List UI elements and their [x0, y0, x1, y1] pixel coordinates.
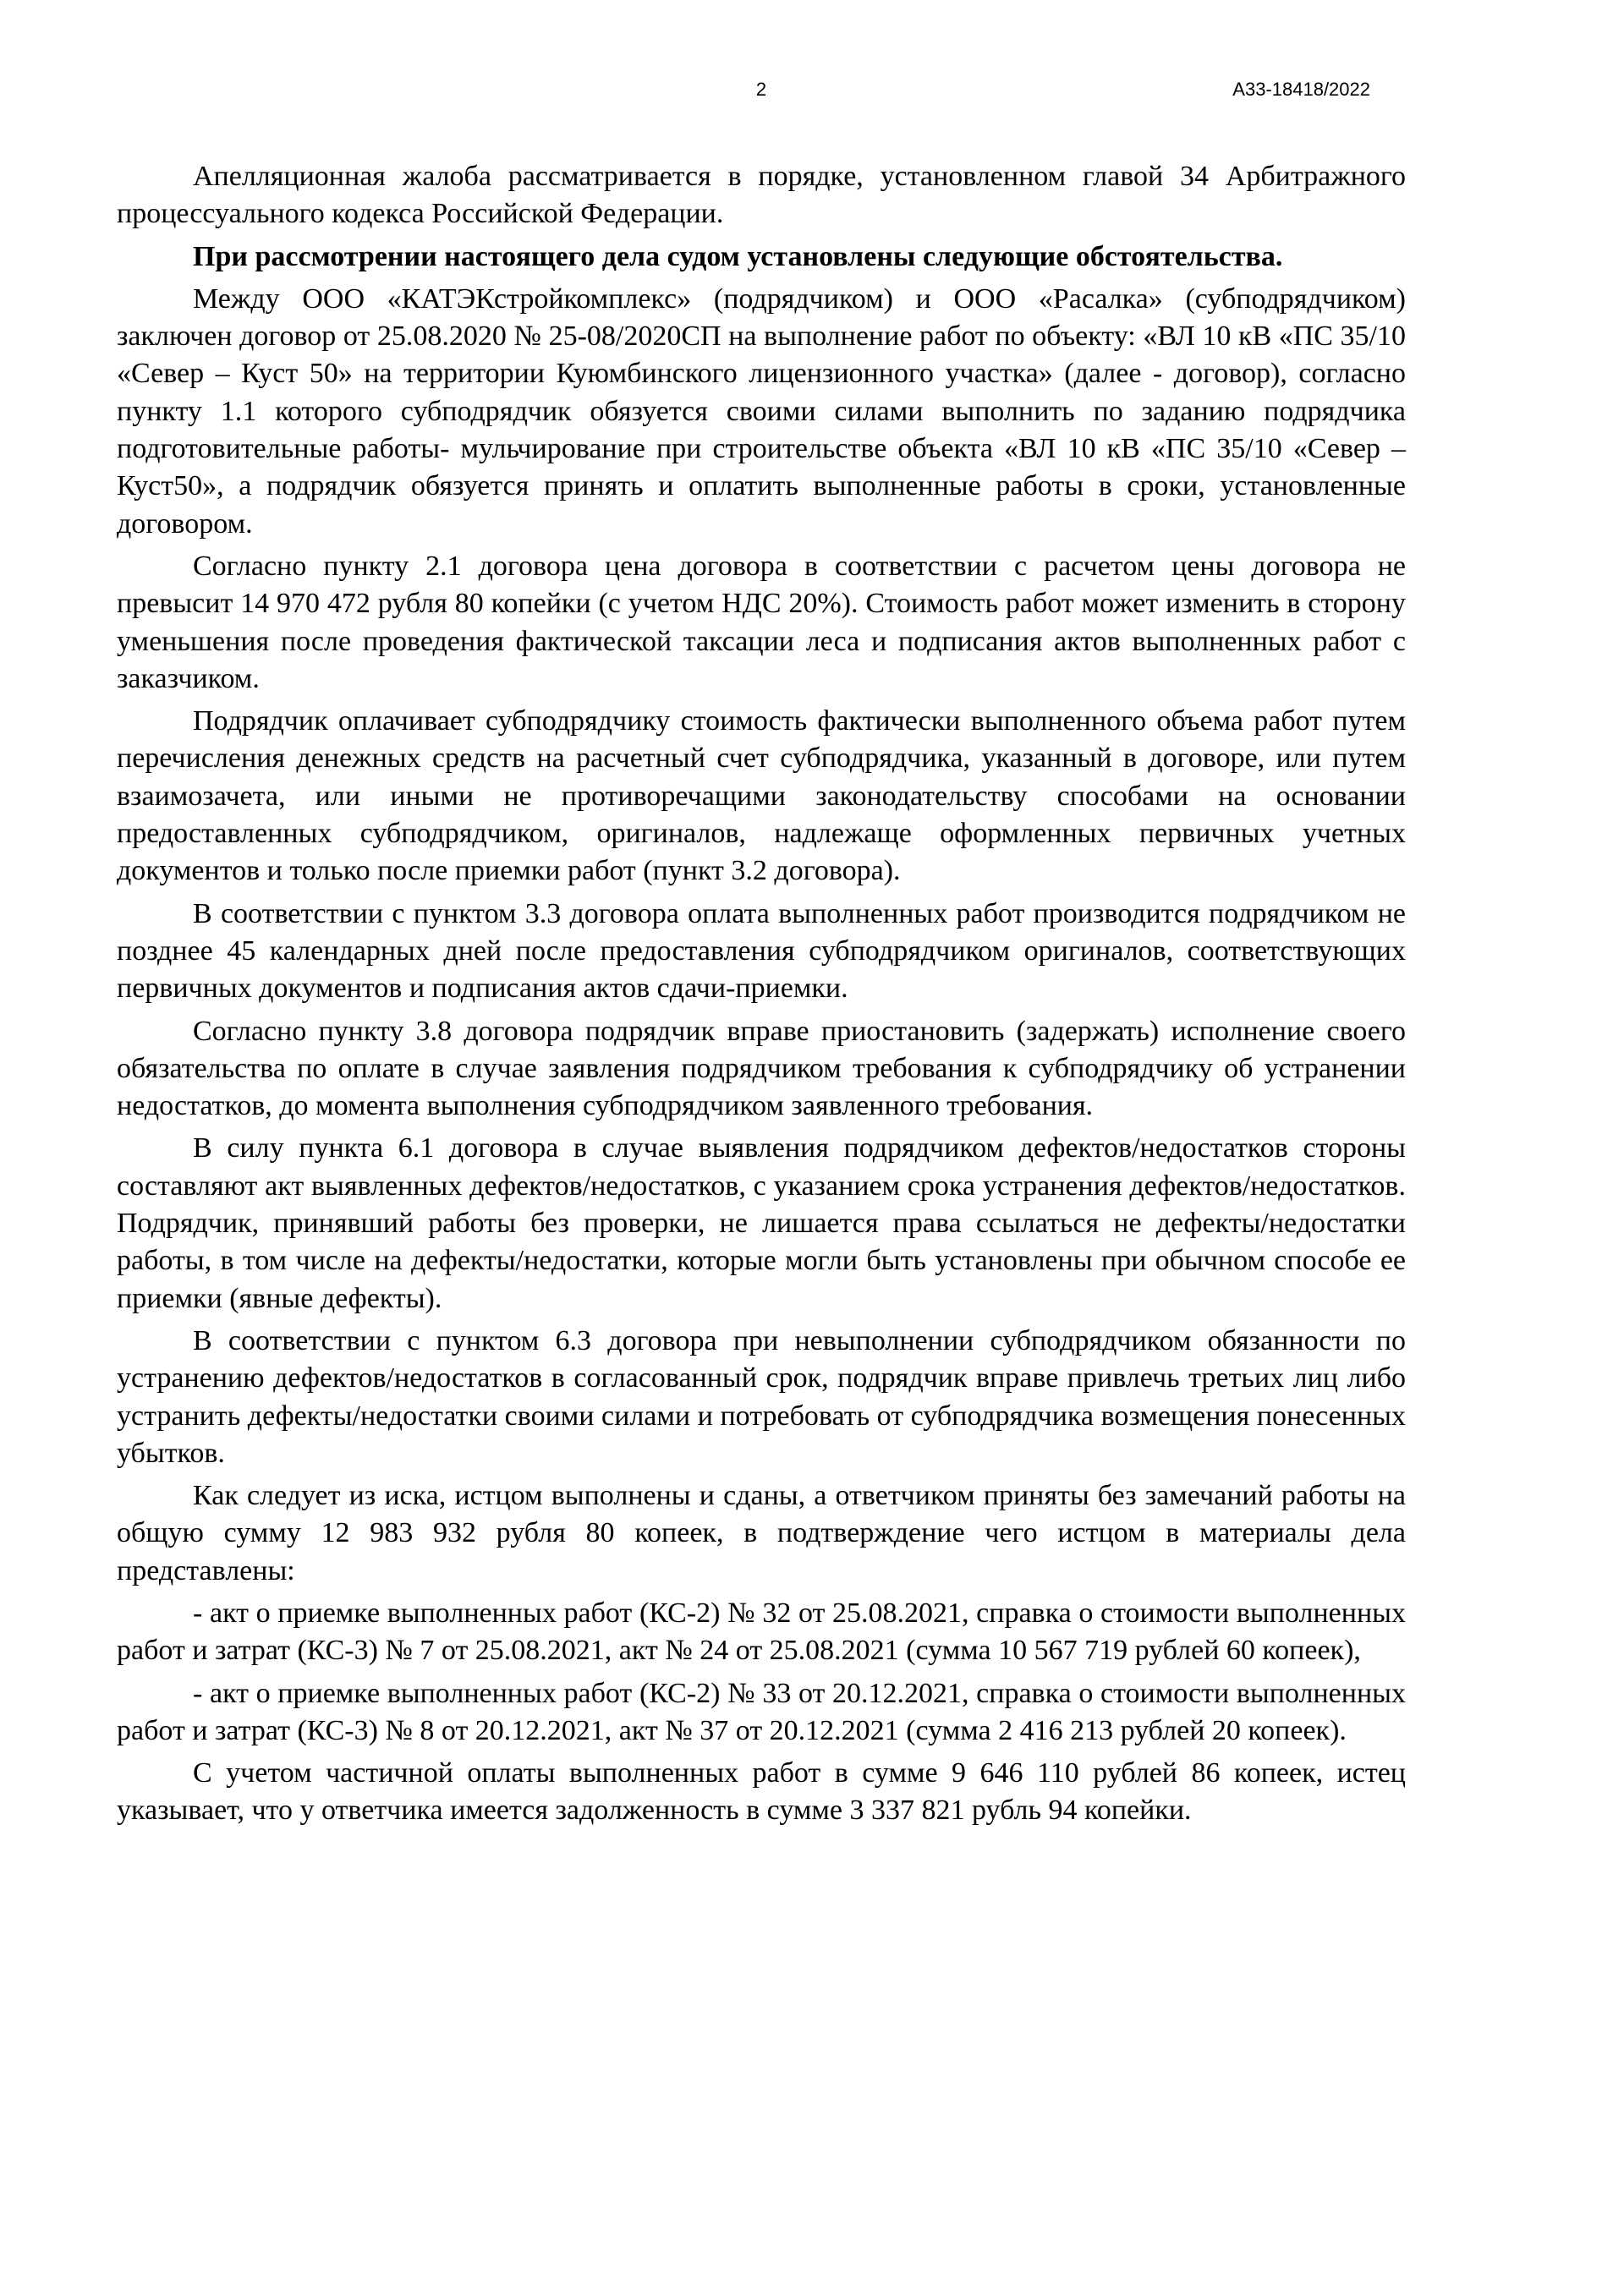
page-number: 2	[755, 79, 767, 100]
paragraph-defects-remedy: В соответствии с пунктом 6.3 договора при невыполнении субподрядчиком обязанности по устранению дефектов/недостатков в согласованный срок, подрядчик вправе привлечь третьих лиц либо устранить дефекты/недостатки своими силами и потребовать от субподрядчика возмещения понесенных убытков.	[117, 1324, 1406, 1469]
paragraph-act-32: - акт о приемке выполненных работ (КС-2) № 32 от 25.08.2021, справка о стоимости выполненных работ и затрат (КС-3) № 7 от 25.08.2021, акт № 24 от 25.08.2021 (сумма 10 567 719 рублей 60 копеек),	[117, 1597, 1406, 1667]
document-body	[117, 158, 1406, 1830]
paragraph-defects: В силу пункта 6.1 договора в случае выявления подрядчиком дефектов/недостатков стороны составляют акт выявленных дефектов/недостатков, с указанием срока устранения дефектов/недостатков. Подрядчик, принявший работы без проверки, не лишается права ссылаться не дефекты/недостатки работы, в том числе на дефекты/недостатки, которые могли быть установлены при обычном способе ее приемки (явные дефекты).	[117, 1132, 1406, 1314]
paragraph-debt: С учетом частичной оплаты выполненных работ в сумме 9 646 110 рублей 86 копеек, истец указывает, что у ответчика имеется задолженность в сумме 3 337 821 рубль 94 копейки.	[117, 1757, 1406, 1827]
case-number: А33-18418/2022	[1232, 79, 1370, 100]
page-header	[0, 73, 1624, 107]
paragraph-established-circumstances-heading: При рассмотрении настоящего дела судом установлены следующие обстоятельства.	[193, 240, 1283, 272]
paragraph-payment-term: В соответствии с пунктом 3.3 договора оплата выполненных работ производится подрядчиком не позднее 45 календарных дней после предоставления субподрядчиком оригиналов, соответствующих первичных документов и подписания актов сдачи-приемки.	[117, 897, 1406, 1005]
paragraph-contract-price: Согласно пункту 2.1 договора цена договора в соответствии с расчетом цены договора не превысит 14 970 472 рубля 80 копейки (с учетом НДС 20%). Стоимость работ может изменить в сторону уменьшения после проведения фактической таксации леса и подписания актов выполненных работ с заказчиком.	[117, 550, 1406, 694]
paragraph-act-33: - акт о приемке выполненных работ (КС-2) № 33 от 20.12.2021, справка о стоимости выполненных работ и затрат (КС-3) № 8 от 20.12.2021, акт № 37 от 20.12.2021 (сумма 2 416 213 рублей 20 копеек).	[117, 1677, 1406, 1746]
paragraph-appeal-procedure: Апелляционная жалоба рассматривается в порядке, установленном главой 34 Арбитражного процессуального кодекса Российской Федерации.	[117, 161, 1406, 230]
paragraph-claim: Как следует из иска, истцом выполнены и сданы, а ответчиком приняты без замечаний работы на общую сумму 12 983 932 рубля 80 копеек, в подтверждение чего истцом в материалы дела представлены:	[117, 1480, 1406, 1586]
paragraph-contract: Между ООО «КАТЭКстройкомплекс» (подрядчиком) и ООО «Расалка» (субподрядчиком) заключен договор от 25.08.2020 № 25-08/2020СП на выполнение работ по объекту: «ВЛ 10 кВ «ПС 35/10 «Север – Куст 50» на территории Куюмбинского лицензионного участка» (далее - договор), согласно пункту 1.1 которого субподрядчик обязуется своими силами выполнить по заданию подрядчика подготовительные работы- мульчирование при строительстве объекта «ВЛ 10 кВ «ПС 35/10 «Север – Куст50», а подрядчик обязуется принять и оплатить выполненные работы в сроки, установленные договором.	[117, 282, 1406, 540]
paragraph-payment-method: Подрядчик оплачивает субподрядчику стоимость фактически выполненного объема работ путем перечисления денежных средств на расчетный счет субподрядчика, указанный в договоре, или путем взаимозачета, или иными не противоречащими законодательству способами на основании предоставленных субподрядчиком, оригиналов, надлежаще оформленных первичных учетных документов и только после приемки работ (пункт 3.2 договора).	[117, 705, 1406, 887]
paragraph-payment-suspension: Согласно пункту 3.8 договора подрядчик вправе приостановить (задержать) исполнение своего обязательства по оплате в случае заявления подрядчиком требования к субподрядчику об устранении недостатков, до момента выполнения субподрядчиком заявленного требования.	[117, 1015, 1406, 1122]
